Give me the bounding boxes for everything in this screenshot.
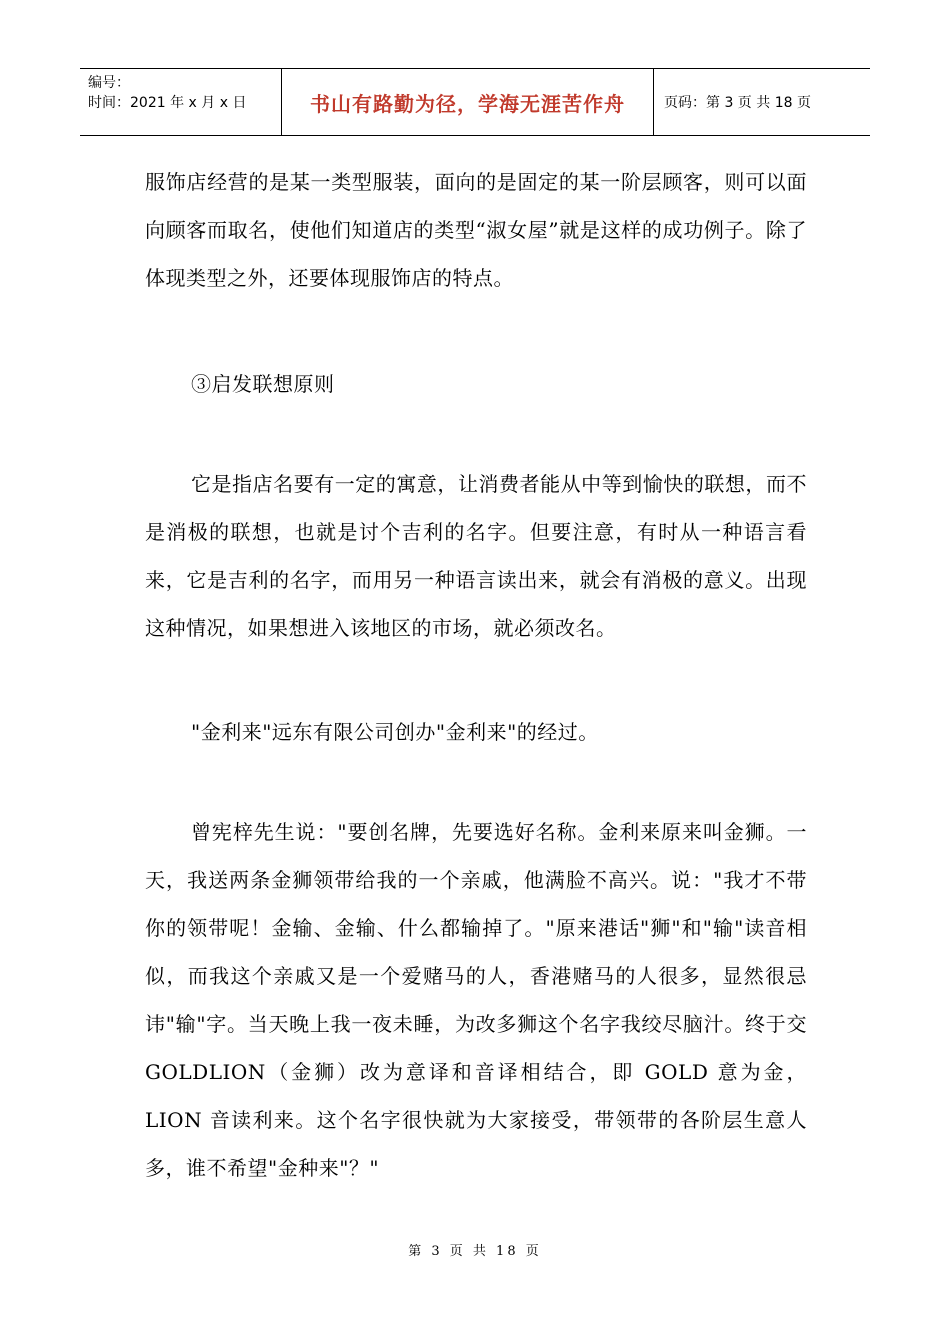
paragraph-2-block [145, 360, 807, 408]
header-page-info: 页码：第 3 页 共 18 页 [664, 95, 811, 111]
paragraph-5: 曾宪梓先生说："要创名牌，先要选好名称。金利来原来叫金狮。一天，我送两条金狮领带给我的一个亲戚，他满脸不高兴。说："我才不带你的领带呢！金输、金输、什么都输掉了。"原来港话"狮"和"输"读音相似，而我这个亲戚又是一个爱赌马的人，香港赌马的人很多，显然很忌讳"输"字。当天晚上我一夜未睡，为改多狮这个名字我绞尽脑汁。终于交 GOLDLION（金狮）改为意译和音译相结合，即 GOLD 意为金，LION 音读利来。这个名字很快就为大家接受，带领带的各阶层生意人多，谁不希望"金种来"？" [145, 820, 807, 1180]
paragraph-4-block [145, 708, 807, 756]
header-meta [80, 69, 282, 135]
paragraph-1-block [145, 158, 807, 302]
section-heading: ③启发联想原则 [191, 372, 335, 396]
number-label: 编号： [88, 75, 130, 91]
paragraph-5-block [145, 808, 807, 1192]
page-header [80, 68, 870, 136]
paragraph-4: "金利来"远东有限公司创办"金利来"的经过。 [191, 720, 599, 744]
header-motto: 书山有路勤为径，学海无涯苦作舟 [282, 69, 654, 135]
paragraph-3: 它是指店名要有一定的寓意，让消费者能从中等到愉快的联想，而不是消极的联想，也就是讨个吉利的名字。但要注意，有时从一种语言看来，它是吉利的名字，而用另一种语言读出来，就会有消极的意义。出现这种情况，如果想进入该地区的市场，就必须改名。 [145, 472, 807, 640]
paragraph-1: 服饰店经营的是某一类型服装，面向的是固定的某一阶层顾客，则可以面向顾客而取名，使他们知道店的类型“淑女屋”就是这样的成功例子。除了体现类型之外，还要体现服饰店的特点。 [145, 170, 807, 290]
page-footer: 第 3 页 共 18 页 [408, 1244, 542, 1259]
paragraph-3-block [145, 460, 807, 652]
time-label: 时间：2021 年 x 月 x 日 [88, 95, 247, 111]
